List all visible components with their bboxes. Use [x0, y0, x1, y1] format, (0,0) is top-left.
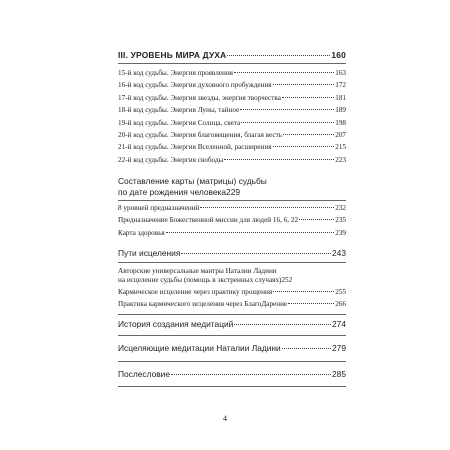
- toc-item[interactable]: [118, 154, 346, 166]
- toc-item-title: 18-й код судьбы. Энергия Луны, тайное: [118, 106, 240, 115]
- toc-item-page: 252: [281, 276, 293, 285]
- toc-section-page: 285: [332, 368, 346, 379]
- toc-item[interactable]: [118, 214, 346, 226]
- toc-leader-dots: [288, 303, 334, 304]
- toc-item[interactable]: [118, 141, 346, 153]
- toc-section-meditacii[interactable]: [118, 343, 346, 355]
- toc-item-page: 189: [335, 106, 346, 115]
- toc-leader-dots: [234, 324, 331, 325]
- toc-item-title: 8 уровней предназначений: [118, 204, 200, 213]
- toc-section-istoriya[interactable]: [118, 319, 346, 331]
- toc-item-page: 255: [335, 287, 346, 296]
- toc-section-title: Исцеляющие медитации Наталии Ладини: [118, 342, 281, 353]
- toc-section-page: 274: [332, 318, 346, 329]
- toc-section-title-cont: по дате рождения человека: [118, 186, 227, 197]
- toc-item-title: Карта здоровья: [118, 228, 165, 237]
- toc-item-page: 232: [335, 204, 346, 213]
- toc-item-title: Кармическое исцеление через практику прощения: [118, 287, 273, 296]
- toc-item-page: 207: [335, 131, 346, 140]
- toc-leader-dots: [240, 109, 334, 110]
- toc-section-title: История создания медитаций: [118, 318, 234, 329]
- toc-item-title: 21-й код судьбы. Энергия Вселенной, расширения: [118, 143, 272, 152]
- toc-item-title: 20-й код судьбы. Энергия благовещения, благая весть: [118, 131, 283, 140]
- toc-leader-dots: [273, 84, 335, 85]
- toc-item-title: Авторские универсальные мантры Наталии Ладини: [118, 267, 277, 276]
- toc-leader-dots: [273, 146, 335, 147]
- toc-item[interactable]: [118, 104, 346, 116]
- toc-item-page: 181: [335, 93, 346, 102]
- toc-divider: [118, 335, 346, 336]
- toc-section-puti-isceleniya[interactable]: [118, 248, 346, 260]
- toc-item-page: 239: [335, 228, 346, 237]
- toc-section-title: Послесловие: [118, 368, 171, 379]
- toc-section-page: 160: [331, 50, 346, 60]
- page-number: 4: [223, 414, 227, 423]
- toc-section-mir-dukha[interactable]: [118, 50, 346, 62]
- toc-item-page: 223: [335, 155, 346, 164]
- toc-leader-dots: [224, 159, 334, 160]
- toc-section-posleslovie[interactable]: [118, 369, 346, 381]
- toc-item-page: 235: [335, 216, 346, 225]
- toc-leader-dots: [299, 219, 334, 220]
- toc-item[interactable]: [118, 202, 346, 214]
- toc-divider: [118, 262, 346, 263]
- toc-section-page: 279: [332, 342, 346, 353]
- toc-item-title: 15-й код судьбы. Энергия проявления: [118, 69, 233, 77]
- toc-leader-dots: [171, 374, 331, 375]
- toc-item[interactable]: [118, 92, 346, 104]
- toc-leader-dots: [166, 232, 334, 233]
- toc-item[interactable]: [118, 67, 346, 79]
- toc-divider: [118, 63, 346, 64]
- toc-section-page: 243: [332, 248, 346, 259]
- toc-section-title: III. УРОВЕНЬ МИРА ДУХА: [118, 50, 227, 60]
- toc-item[interactable]: [118, 267, 346, 285]
- toc-leader-dots: [234, 72, 334, 73]
- toc-leader-dots: [241, 122, 334, 123]
- toc-divider: [118, 314, 346, 315]
- toc-leader-dots: [283, 134, 334, 135]
- toc-item-title-cont: на исцеление судьбы (помощь в экстренных случаях): [118, 276, 282, 285]
- toc-leader-dots: [227, 55, 330, 56]
- table-of-contents: [118, 50, 346, 387]
- toc-item[interactable]: [118, 129, 346, 141]
- toc-item-title: 22-й код судьбы. Энергия свободы: [118, 155, 224, 164]
- toc-item-title: 17-й код судьбы. Энергия звезды, энергия творчества: [118, 93, 281, 102]
- toc-item-title: 16-й код судьбы. Энергия духовного пробуждения: [118, 81, 272, 90]
- toc-leader-dots: [273, 291, 334, 292]
- toc-item-title: 19-й код судьбы. Энергия Солнца, света: [118, 118, 241, 127]
- toc-item[interactable]: [118, 117, 346, 129]
- toc-divider: [118, 361, 346, 362]
- toc-item[interactable]: [118, 227, 346, 239]
- toc-item-page: 172: [335, 81, 346, 90]
- toc-item-title: Предназначение Божественной миссии для людей 16, 6, 22: [118, 216, 299, 225]
- toc-item-page: 163: [335, 69, 346, 77]
- toc-item-page: 215: [335, 143, 346, 152]
- toc-item-title: Практика кармического исцеления через БлагоДарение: [118, 300, 288, 309]
- toc-item-page: 266: [335, 300, 346, 309]
- toc-item[interactable]: [118, 298, 346, 310]
- toc-section-title: Пути исцеления: [118, 248, 181, 259]
- toc-divider: [118, 386, 346, 387]
- toc-divider: [118, 200, 346, 201]
- toc-item[interactable]: [118, 286, 346, 298]
- toc-leader-dots: [200, 207, 334, 208]
- toc-item[interactable]: [118, 79, 346, 91]
- toc-leader-dots: [282, 348, 331, 349]
- toc-section-page: 229: [226, 186, 241, 197]
- toc-section-title: Составление карты (матрицы) судьбы: [118, 176, 267, 187]
- toc-item-page: 198: [335, 118, 346, 127]
- toc-section-karta-sudby[interactable]: [118, 176, 346, 197]
- toc-leader-dots: [282, 97, 334, 98]
- toc-leader-dots: [181, 253, 331, 254]
